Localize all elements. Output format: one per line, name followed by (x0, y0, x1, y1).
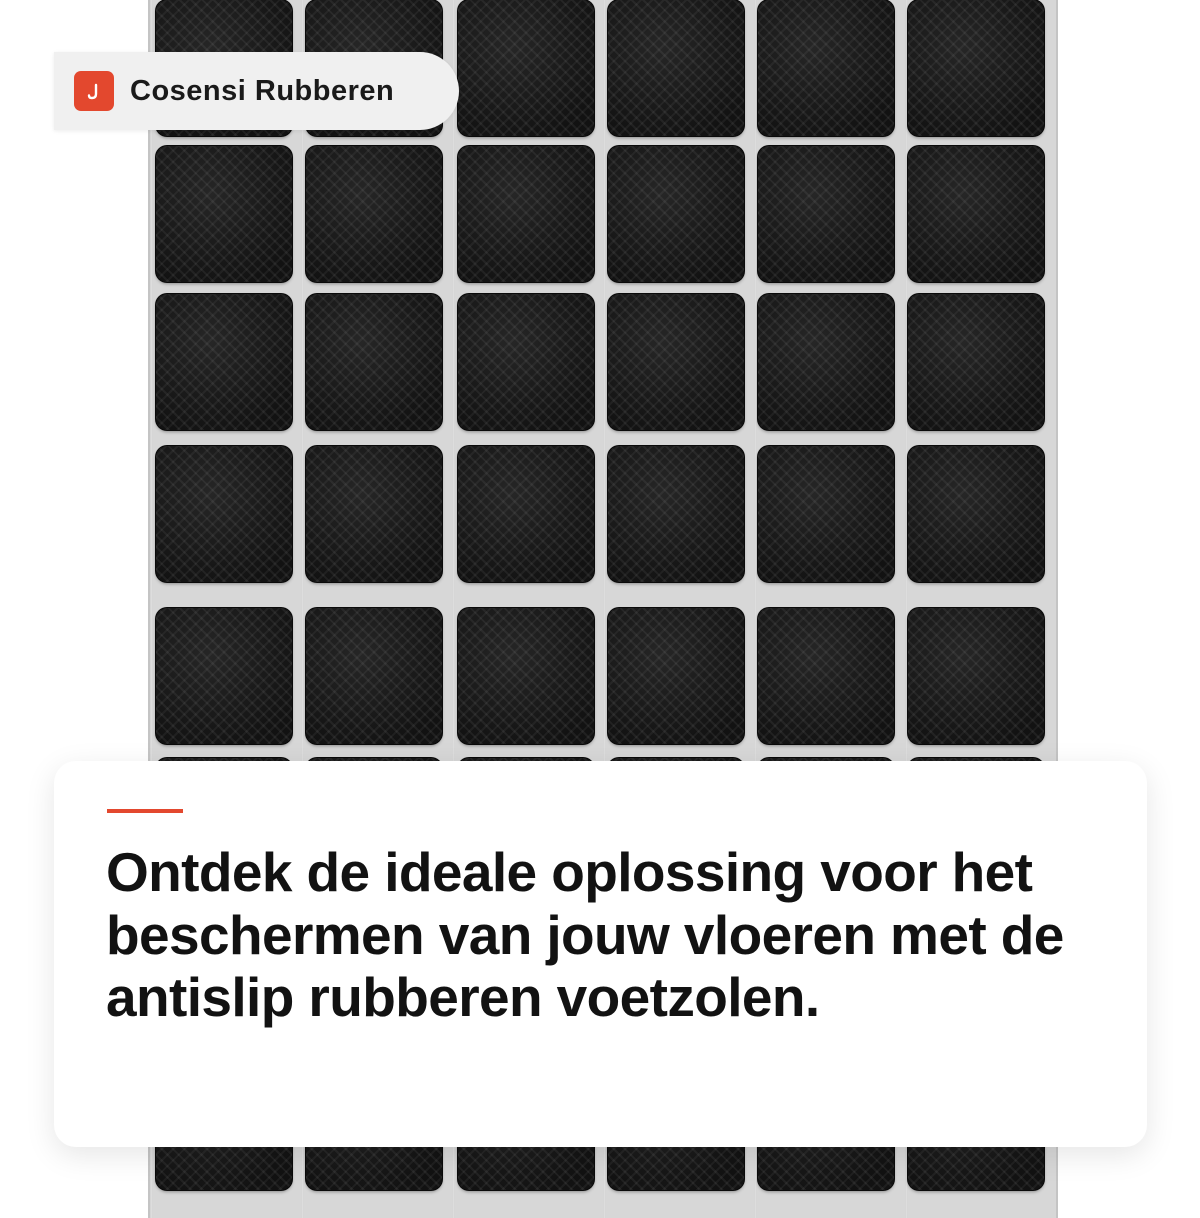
brand-pill (54, 52, 459, 130)
cosensi-logo-icon (74, 71, 114, 111)
rubber-pad (458, 146, 594, 282)
rubber-pad (758, 294, 894, 430)
rubber-pad (608, 0, 744, 136)
rubber-pad (758, 608, 894, 744)
rubber-pad (758, 0, 894, 136)
caption-text: Ontdek de ideale oplossing voor het beschermen van jouw vloeren met de antislip rubberen voetzolen. (106, 841, 1064, 1029)
accent-bar (107, 809, 183, 813)
rubber-pad (608, 608, 744, 744)
rubber-pad (156, 608, 292, 744)
rubber-pad (306, 608, 442, 744)
rubber-pad (608, 446, 744, 582)
rubber-pad (306, 446, 442, 582)
rubber-pad (458, 608, 594, 744)
rubber-pad (458, 294, 594, 430)
caption-card (54, 761, 1147, 1147)
rubber-pad (908, 294, 1044, 430)
rubber-pad (306, 146, 442, 282)
rubber-pad (608, 294, 744, 430)
brand-name: Cosensi Rubberen (130, 74, 395, 107)
rubber-pad (608, 146, 744, 282)
rubber-pad (908, 0, 1044, 136)
rubber-pad (908, 608, 1044, 744)
rubber-pad (458, 0, 594, 136)
rubber-pad (306, 294, 442, 430)
rubber-pad (156, 294, 292, 430)
rubber-pad (908, 446, 1044, 582)
rubber-pad (156, 146, 292, 282)
rubber-pad (758, 446, 894, 582)
rubber-pad (156, 446, 292, 582)
rubber-pad (908, 146, 1044, 282)
rubber-pad (458, 446, 594, 582)
rubber-pad (758, 146, 894, 282)
